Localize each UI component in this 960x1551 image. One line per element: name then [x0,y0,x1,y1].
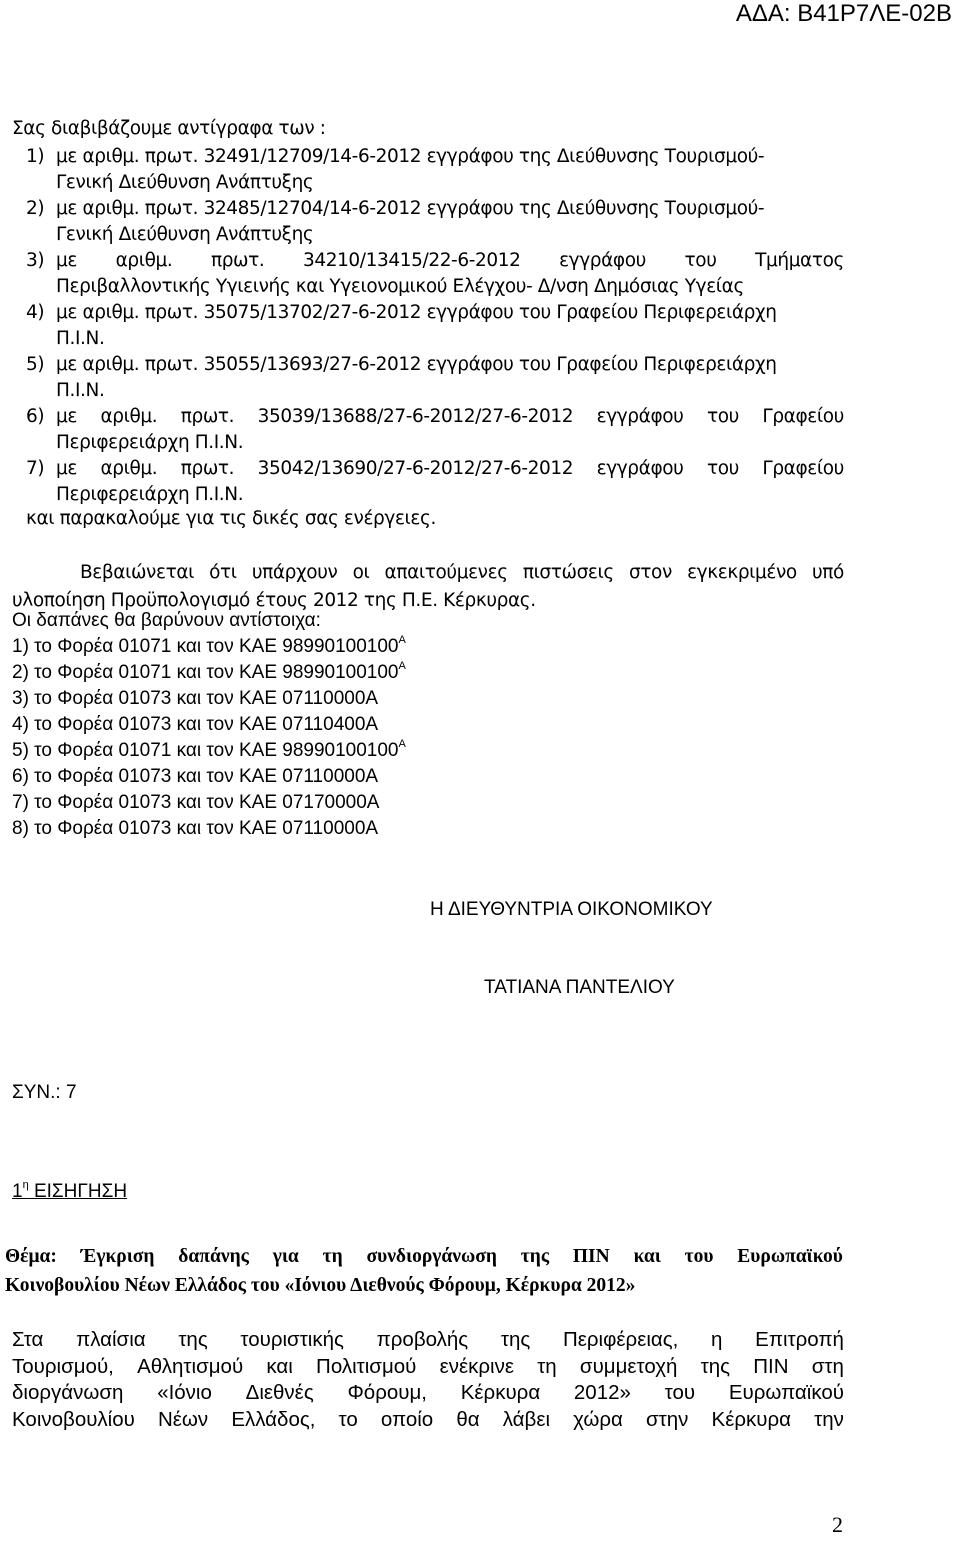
item-line-1 [56,302,844,323]
expense-item [12,766,378,788]
word: Θέμα: [5,1246,57,1267]
proposal-label: ΕΙΣΗΓΗΣΗ [33,1181,128,1202]
word: πιστώσεις [522,562,614,583]
expenses-intro: Οι δαπάνες θα βαρύνουν αντίστοιχα: [12,610,321,631]
expense-item [12,737,406,762]
ada-header: ΑΔΑ: Β41Ρ7ΛΕ-02Β [735,0,952,27]
expense-text: 8) το Φορέα 01073 και τον ΚΑΕ 07110000Α [12,818,379,839]
item-number: 3) [26,250,45,271]
word: Ευρωπαϊκού [728,1381,844,1404]
word: προβολής [376,1328,469,1351]
word: ΠΙΝ [753,1354,789,1378]
word: στην [646,1407,689,1431]
word: οι [352,562,370,583]
word: για [272,1246,299,1267]
word: 35042/13690/27-6-2012/27-6-2012 [257,458,574,479]
word: Έγκριση [80,1246,155,1267]
item-number: 2) [26,198,45,219]
word: στη [811,1354,844,1378]
word: Γραφείου [762,406,844,427]
word: ότι [209,562,237,583]
item-line-2: Γενική Διεύθυνση Ανάπτυξης [56,224,314,245]
expense-item [12,714,378,736]
item-text: με αριθμ. πρωτ. 32485/12704/14-6-2012 εγγράφου της Διεύθυνσης Τουρισμού- [56,198,765,219]
word: χώρα [573,1407,623,1431]
word: και [266,1354,293,1378]
word: με [56,406,77,427]
item-line-1 [56,198,844,219]
word: δαπάνης [178,1246,249,1267]
word: Επιτροπή [755,1328,844,1351]
item-text: με αριθμ. πρωτ. 32491/12709/14-6-2012 εγγράφου της Διεύθυνσης Τουρισμού- [56,146,765,167]
word: Κέρκυρα [460,1381,541,1404]
word: εγγράφου [596,458,684,479]
word: λάβει [502,1407,551,1431]
word: πρωτ. [210,250,265,271]
item-line-1 [56,354,844,375]
word: του [684,250,717,271]
item-number: 5) [26,354,45,375]
word: Νέων [157,1407,209,1431]
word: Τουρισμού, [12,1354,114,1378]
expense-text: 2) το Φορέα 01071 και τον ΚΑΕ 98990100100 [12,662,399,683]
expense-superscript: Α [398,633,406,646]
item-number: 7) [26,458,45,479]
word: υπάρχουν [251,562,338,583]
item-line-2: Περιφερειάρχη Π.Ι.Ν. [56,432,244,453]
word: συνδιοργάνωση [366,1246,497,1267]
expense-text: 6) το Φορέα 01073 και τον ΚΑΕ 07110000Α [12,766,379,787]
word: του [706,406,739,427]
word: Ευρωπαϊκού [737,1246,843,1267]
item-text: με αριθμ. πρωτ. 35075/13702/27-6-2012 εγγράφου του Γραφείου Περιφερειάρχη [56,302,777,323]
word: εγγράφου [559,250,646,271]
word: εγκεκριμένο [687,562,797,583]
word: συμμετοχή [579,1354,678,1378]
expense-text: 5) το Φορέα 01071 και τον ΚΑΕ 98990100100 [12,740,399,761]
expense-text: 3) το Φορέα 01073 και τον ΚΑΕ 07110000Α [12,688,379,709]
page-number: 2 [832,1512,843,1537]
item-line-1 [56,458,844,479]
expense-item [12,659,406,684]
word: το [338,1407,358,1431]
item-line-2: Π.Ι.Ν. [56,380,105,401]
item-line-2: Π.Ι.Ν. [56,328,105,349]
word: ΠΙΝ [572,1246,610,1267]
word: Τμήματος [755,250,844,271]
word: του [706,458,739,479]
word: της [520,1246,550,1267]
word: αριθμ. [115,250,173,271]
word: της [178,1328,208,1351]
proposal-number: 1 [12,1181,23,1202]
word: 35039/13688/27-6-2012/27-6-2012 [257,406,574,427]
word: αριθμ. [100,406,158,427]
expense-superscript: Α [398,737,406,750]
word: Στα [12,1328,44,1351]
item-line-2: Γενική Διεύθυνση Ανάπτυξης [56,172,314,193]
body-line [12,1355,844,1379]
expense-item [12,792,379,814]
word: η [711,1328,723,1351]
intro-text: Σας διαβιβάζουμε αντίγραφα των : [12,118,326,139]
item-line-2: Περιβαλλοντικής Υγιεινής και Υγειονομικού Ελέγχου- Δ/νση Δημόσιας Υγείας [56,276,744,297]
expense-item [12,688,378,710]
word: Ελλάδος, [231,1407,316,1431]
expense-superscript: Α [398,659,406,672]
word: διοργάνωση [12,1381,124,1404]
item-line-1 [56,146,844,167]
word: τη [537,1354,557,1378]
proposal-heading [12,1178,128,1203]
word: 34210/13415/22-6-2012 [302,250,521,271]
word: στον [628,562,672,583]
word: Βεβαιώνεται [80,562,194,583]
subject-line-1 [5,1246,843,1268]
subject-line-2: Κοινοβουλίου Νέων Ελλάδος του «Ιόνιου Διεθνούς Φόρουμ, Κέρκυρα 2012» [5,1275,636,1296]
word: τη [322,1246,343,1267]
body-line [12,1408,844,1432]
proposal-ordinal: η [22,1178,29,1191]
closing-text: και παρακαλούμε για τις δικές σας ενέργειες. [26,508,436,529]
word: «Ιόνιο [157,1381,212,1404]
item-number: 1) [26,146,45,167]
body-line [12,1328,844,1352]
body-line [12,1381,844,1405]
word: του [664,1381,696,1404]
word: Γραφείου [762,458,844,479]
word: εγγράφου [596,406,684,427]
word: πρωτ. [180,458,235,479]
word: της [700,1354,730,1378]
item-line-1 [56,250,844,271]
word: με [56,458,77,479]
expense-text: 1) το Φορέα 01071 και τον ΚΑΕ 98990100100 [12,636,399,657]
item-line-1 [56,406,844,427]
signature-title: Η ΔΙΕΥΘΥΝΤΡΙΑ ΟΙΚΟΝΟΜΙΚΟΥ [430,899,713,920]
word: με [56,250,77,271]
expense-text: 4) το Φορέα 01073 και τον ΚΑΕ 07110400Α [12,714,379,735]
word: πλαίσια [76,1328,146,1351]
word: υπό [812,562,844,583]
item-line-2: Περιφερειάρχη Π.Ι.Ν. [56,484,244,505]
word: Αθλητισμού [137,1354,244,1378]
word: τουριστικής [240,1328,344,1351]
item-number: 6) [26,406,45,427]
word: Κοινοβουλίου [12,1407,135,1431]
word: πρωτ. [180,406,235,427]
word: αριθμ. [100,458,158,479]
word: Κέρκυρα [711,1407,791,1431]
expense-item [12,818,378,840]
word: απαιτούμενες [384,562,508,583]
word: Φόρουμ, [347,1381,427,1404]
expense-text: 7) το Φορέα 01073 και τον ΚΑΕ 07170000Α [12,792,380,813]
certification-line-1 [80,562,844,583]
word: και [633,1246,661,1267]
certification-line-2: υλοποίηση Προϋπολογισμό έτους 2012 της Π.Ε. Κέρκυρας. [12,590,536,611]
word: οποίο [380,1407,434,1431]
word: Πολιτισμού [316,1354,417,1378]
word: του [684,1246,714,1267]
word: ενέκρινε [439,1354,514,1378]
word: της [500,1328,531,1351]
expense-item [12,633,406,658]
word: Περιφέρειας, [562,1328,679,1351]
item-text: με αριθμ. πρωτ. 35055/13693/27-6-2012 εγγράφου του Γραφείου Περιφερειάρχη [56,354,777,375]
signature-name: ΤΑΤΙΑΝΑ ΠΑΝΤΕΛΙΟΥ [484,977,675,998]
word: 2012» [573,1381,631,1404]
word: θα [456,1407,480,1431]
word: την [814,1407,844,1431]
item-number: 4) [26,302,45,323]
attachments-count: ΣΥΝ.: 7 [12,1082,77,1103]
word: Διεθνές [245,1381,314,1404]
